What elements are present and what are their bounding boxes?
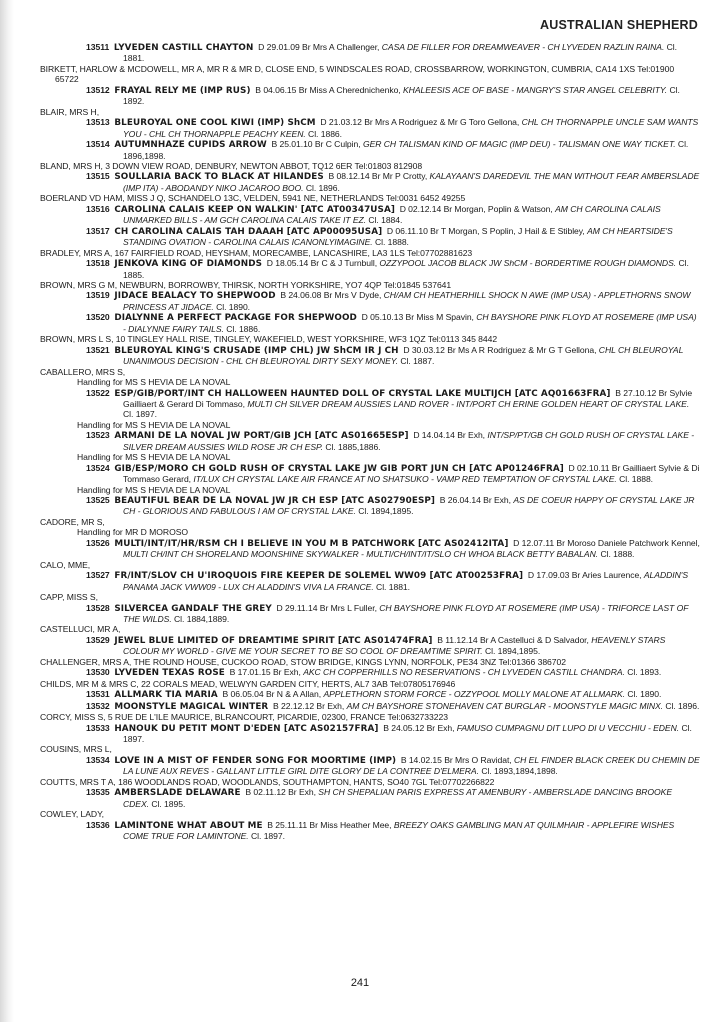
handler-note [40,452,700,462]
exhibit-entry [48,689,700,700]
dog-name: JEWEL BLUE LIMITED OF DREAMTIME SPIRIT [ATC AS01474FRA] [114,635,433,646]
dog-name: LYVEDEN CASTILL CHAYTON [113,43,254,53]
class-entries: Cl. 1897. [123,409,157,420]
exhibit-entry [48,430,700,452]
exhibit-number: 13511 [86,42,110,52]
pedigree: AM CH BAYSHORE STONEHAVEN CAT BURGLAR - MOONSTYLE MAGIC MINX. [346,700,663,711]
class-entries: Cl. 1893,1894,1898. [481,766,558,777]
dog-name: CH CAROLINA CALAIS TAH DAAAH [ATC AP00095USA] [114,226,383,237]
owner-entry [40,809,700,819]
pedigree: HEAVENLY STARS COLOUR MY WORLD - GIVE ME YOUR SECRET TO BE SO COOL OF DREAMTIME SPIRIT. [123,634,666,657]
dog-name: CAROLINA CALAIS KEEP ON WALKIN' [ATC AT00347USA] [114,204,395,215]
page-number: 241 [350,977,370,989]
exhibit-number: 13516 [86,203,110,214]
owner-entry [40,64,700,85]
exhibit-entry [48,345,700,367]
dog-name: JENKOVA KING OF DIAMONDS [114,259,263,270]
owner-entry [40,334,700,344]
handler-note [40,377,700,387]
dog-name: HANOUK DU PETIT MONT D'EDEN [ATC AS02157FRA] [114,723,379,734]
exhibit-entry [48,701,700,712]
breeding-details: D 02.10.11 Br Gailliaert Sylvie & Di Tommaso Gerard, [123,462,700,485]
pedigree: CASA DE FILLER FOR DREAMWEAVER - CH LYVEDEN RAZLIN RAINA. [381,42,665,52]
exhibit-number: 13529 [86,634,110,645]
exhibit-number: 13521 [86,344,110,355]
handler-text: Handling for MS S HEVIA DE LA NOVAL [77,419,231,430]
owner-entry [40,777,700,787]
dog-name: ARMANI DE LA NOVAL JW PORT/GIB JCH [ATC AS01665ESP] [114,431,409,442]
breeding-details: D 14.04.14 Br Exh, [413,430,486,441]
exhibit-number: 13519 [86,290,110,301]
exhibit-number: 13514 [86,139,110,150]
dog-name: LYVEDEN TEXAS ROSE [114,668,225,679]
dog-name: FR/INT/SLOV CH U'IROQUOIS FIRE KEEPER DE SOLEMEL WW09 [ATC AT00253FRA] [114,571,524,582]
owner-entry [40,367,700,377]
exhibit-entry [48,139,700,161]
handler-text: Handling for MS S HEVIA DE LA NOVAL [77,484,231,495]
breeding-details: B 02.11.12 Br Exh, [245,787,316,798]
exhibit-number: 13518 [86,258,110,269]
exhibit-entry [48,570,700,592]
owner-details: COUTTS, MRS T A, 186 WOODLANDS ROAD, WOODLANDS, SOUTHAMPTON, HANTS, SO40 7GL Tel:07702266822 [40,776,495,787]
class-entries: Cl. 1888. [600,549,635,560]
owner-entry [40,560,700,570]
breeding-details: B 26.04.14 Br Exh, [439,495,511,506]
breeding-details: D 21.03.12 Br Mrs A Rodriguez & Mr G Toro Gellona, [320,117,520,128]
pedigree: APPLETHORN STORM FORCE - OZZYPOOL MOLLY MALONE AT ALLMARK. [323,689,626,700]
exhibit-entry [48,226,700,248]
pedigree: SH CH SHEPALIAN PARIS EXPRESS AT AMENBURY - AMBERSLADE DANCING BROOKE CDEX. [123,787,673,809]
class-entries: Cl. 1897. [251,831,285,842]
page-header-breed: AUSTRALIAN SHEPHERD [540,18,698,32]
exhibit-entry [48,667,700,678]
owner-entry [40,517,700,527]
exhibit-entry [48,388,700,420]
dog-name: AUTUMNHAZE CUPIDS ARROW [114,140,267,151]
exhibit-entry [48,538,700,560]
owner-details: CHILDS, MR M & MRS C, 22 CORALS MEAD, WELWYN GARDEN CITY, HERTS, AL7 3AB Tel:07805176946 [40,678,456,689]
owner-details: BLAIR, MRS H, [40,106,100,117]
owner-details: CALO, MME, [40,559,91,570]
exhibit-entry [48,85,700,107]
class-entries: Cl. 1887. [400,356,435,367]
handler-note [40,420,700,430]
class-entries: Cl. 1884. [368,215,403,226]
class-entries: Cl. 1888. [619,474,654,485]
pedigree: CHL CH BLEUROYAL UNANIMOUS DECISION - CHL CH BLEUROYAL DIRTY SEXY MONEY. [123,344,684,367]
breeding-details: D 05.10.13 Br Miss M Spavin, [361,312,474,323]
handler-note [40,527,700,537]
pedigree: AM CH HEARTSIDE'S STANDING OVATION - CAROLINA CALAIS ICANONLYIMAGINE. [123,225,673,248]
breeding-details: D 29.01.09 Br Mrs A Challenger, [258,42,380,52]
breeding-details: B 08.12.14 Br Mr P Crotty, [328,171,428,182]
dog-name: SOULLARIA BACK TO BLACK AT HILANDES [114,172,324,183]
dog-name: BLEUROYAL ONE COOL KIWI (IMP) ShCM [114,118,316,129]
breeding-details: D 02.12.14 Br Morgan, Poplin & Watson, [399,203,553,214]
catalogue-listing [40,42,700,842]
owner-entry [40,592,700,602]
exhibit-number: 13525 [86,495,110,506]
class-entries: Cl. 1890. [627,689,662,700]
owner-details: CORCY, MISS S, 5 RUE DE L'ILE MAURICE, BLRANCOURT, PICARDIE, 02300, FRANCE Tel:0632733223 [40,712,448,723]
dog-name: MOONSTYLE MAGICAL WINTER [114,701,269,712]
binding-shadow [0,0,14,1022]
exhibit-entry [48,171,700,193]
owner-details: CASTELLUCI, MR A, [40,624,121,635]
breeding-details: B 11.12.14 Br A Castelluci & D Salvador, [437,634,589,645]
handler-text: Handling for MR D MOROSO [77,527,189,538]
pedigree: AM CH CAROLINA CALAIS UNMARKED BILLS - AM GCH CAROLINA CALAIS TAKE IT EZ. [123,203,661,226]
pedigree: CH EL FINDER BLACK CREEK DU CHEMIN DE LA LUNE AUX REVES - GALLANT LITTLE GIRL DITE GLORY DE LA CONTREE D'ELMERA. [123,754,700,777]
owner-entry [40,712,700,722]
owner-entry [40,679,700,689]
handler-text: Handling for MS S HEVIA DE LA NOVAL [77,452,231,463]
breeding-details: D 30.03.12 Br Ms A R Rodriguez & Mr G T Gellona, [403,344,597,355]
exhibit-entry [48,495,700,517]
breeding-details: B 14.02.15 Br Mrs O Ravidat, [400,754,512,765]
breeding-details: B 06.05.04 Br N & A Allan, [222,689,322,700]
exhibit-number: 13524 [86,462,110,473]
class-entries: Cl. 1896. [305,182,340,193]
breeding-details: B 17.01.15 Br Exh, [229,667,301,678]
pedigree: CH BAYSHORE PINK FLOYD AT ROSEMERE (IMP USA) - TRIFORCE LAST OF THE WILDS. [123,602,689,625]
pedigree: ALADDIN'S PANAMA JACK VWW09 - LUX CH ALADDIN'S VIVA LA FRANCE. [123,570,689,592]
pedigree: BREEZY OAKS GAMBLING MAN AT QUILMHAIR - APPLEFIRE WISHES COME TRUE FOR LAMINTONE. [123,819,675,842]
owner-details: BOERLAND VD HAM, MISS J Q, SCHANDELO 13C, VELDEN, 5941 NE, NETHERLANDS Tel:0031 6452 49255 [40,193,466,204]
exhibit-entry [48,820,700,842]
pedigree: MULTI CH/INT CH SHORELAND MOONSHINE SKYWALKER - MULTI/CH/INT/IT/SLO CH WHOA BLACK BETTY BABALAN. [123,549,599,560]
dog-name: SILVERCEA GANDALF THE GREY [114,603,272,614]
dog-name: JIDACE BEALACY TO SHEPWOOD [114,291,276,302]
dog-name: ALLMARK TIA MARIA [114,690,218,701]
pedigree: CHL CH THORNAPPLE UNCLE SAM WANTS YOU - CHL CH THORNAPPLE PEACHY KEEN. [123,117,699,139]
exhibit-entry [48,463,700,485]
pedigree: OZZYPOOL JACOB BLACK JW ShCM - BORDERTIME ROUGH DIAMONDS. [379,258,677,269]
dog-name: LAMINTONE WHAT ABOUT ME [114,820,263,831]
exhibit-entry [48,258,700,280]
pedigree: FAMUSO CUMPAGNU DIT LUPO DI U VECCHIU - EDEN. [456,722,680,733]
owner-details: COWLEY, LADY, [40,809,104,820]
breeding-details: D 12.07.11 Br Moroso Daniele Patchwork Kennel, [513,537,700,548]
dog-name: GIB/ESP/MORO CH GOLD RUSH OF CRYSTAL LAKE JW GIB PORT JUN CH [ATC AP01246FRA] [114,463,564,474]
exhibit-number: 13531 [86,689,110,700]
breeding-details: B 24.05.12 Br Exh, [383,722,455,733]
pedigree: CH/AM CH HEATHERHILL SHOCK N AWE (IMP USA) - APPLETHORNS SNOW PRINCESS AT JIDACE. [123,290,691,312]
dog-name: DIALYNNE A PERFECT PACKAGE FOR SHEPWOOD [114,313,357,324]
exhibit-number: 13526 [86,537,110,548]
pedigree: KHALEESIS ACE OF BASE - MANGRY'S STAR ANGEL CELEBRITY. [402,84,668,95]
class-entries: Cl. 1894,1895. [484,646,541,657]
breeding-details: B 24.06.08 Br Mrs V Dyde, [280,290,382,301]
owner-entry [40,248,700,258]
class-entries: Cl. 1886. [308,128,342,139]
breeding-details: D 17.09.03 Br Aries Laurence, [527,570,642,581]
owner-details: COUSINS, MRS L, [40,744,112,755]
exhibit-entry [48,755,700,777]
exhibit-number: 13528 [86,602,110,613]
exhibit-entry [48,603,700,625]
handler-text: Handling for MS S HEVIA DE LA NOVAL [77,377,231,388]
class-entries: Cl. 1888. [374,237,409,248]
class-entries: Cl. 1896,1898. [123,139,689,161]
exhibit-number: 13517 [86,225,110,236]
exhibit-entry [48,635,700,657]
owner-entry [40,107,700,117]
class-entries: Cl. 1881. [376,581,410,592]
dog-name: FRAYAL RELY ME (IMP RUS) [114,85,251,96]
exhibit-number: 13512 [86,84,110,95]
owner-details: CABALLERO, MRS S, [40,366,126,377]
owner-details: CAPP, MISS S, [40,592,98,603]
exhibit-number: 13535 [86,787,110,798]
class-entries: Cl. 1885. [123,258,689,280]
owner-details: BLAND, MRS H, 3 DOWN VIEW ROAD, DENBURY, NEWTON ABBOT, TQ12 6ER Tel:01803 812908 [40,160,423,171]
breeding-details: B 25.11.11 Br Miss Heather Mee, [267,819,392,830]
exhibit-number: 13527 [86,570,110,581]
exhibit-entry [48,204,700,226]
exhibit-entry [48,42,700,64]
exhibit-number: 13536 [86,819,110,830]
class-entries: Cl. 1881. [123,42,677,64]
class-entries: Cl. 1897. [123,722,692,744]
exhibit-number: 13532 [86,700,110,711]
handler-note [40,485,700,495]
dog-name: MULTI/INT/IT/HR/RSM CH I BELIEVE IN YOU M B PATCHWORK [ATC AS02412ITA] [114,538,509,549]
class-entries: Cl. 1886. [226,323,261,334]
owner-entry [40,744,700,754]
dog-name: ESP/GIB/PORT/INT CH HALLOWEEN HAUNTED DOLL OF CRYSTAL LAKE MULTIJCH [ATC AQ01663FRA] [114,388,611,399]
exhibit-number: 13530 [86,667,110,678]
breeding-details: B 04.06.15 Br Miss A Cherednichenko, [255,84,401,95]
owner-details: CADORE, MR S, [40,516,105,527]
class-entries: Cl. 1893. [627,667,662,678]
breeding-details: D 18.05.14 Br C & J Turnbull, [266,258,378,269]
dog-name: BLEUROYAL KING'S CRUSADE (IMP CHL) JW ShCM IR J CH [114,345,399,356]
pedigree: GER CH TALISMAN KIND OF MAGIC (IMP DEU) - TALISMAN ONE WAY TICKET. [362,139,676,150]
pedigree: KALAYAAN'S DAREDEVIL THE MAN WITHOUT FEAR AMBERSLADE (IMP ITA) - ABODANDY NIKO JACAROO BOO. [123,171,700,193]
dog-name: LOVE IN A MIST OF FENDER SONG FOR MOORTIME (IMP) [114,755,397,766]
class-entries: Cl. 1895. [151,798,186,809]
class-entries: Cl. 1890. [216,301,251,312]
breeding-details: B 22.12.12 Br Exh, [273,700,345,711]
owner-details: BROWN, MRS L S, 10 TINGLEY HALL RISE, TINGLEY, WAKEFIELD, WEST YORKSHIRE, WF3 1QZ Tel:0113 345 8442 [40,334,498,345]
owner-details: BRADLEY, MRS A, 167 FAIRFIELD ROAD, HEYSHAM, MORECAMBE, LANCASHIRE, LA3 1LS Tel:07702881623 [40,247,473,258]
class-entries: Cl. 1896. [665,700,700,711]
pedigree: CH BAYSHORE PINK FLOYD AT ROSEMERE (IMP USA) - DIALYNNE FAIRY TAILS. [123,312,697,334]
class-entries: Cl. 1892. [123,84,680,107]
dog-name: BEAUTIFUL BEAR DE LA NOVAL JW JR CH ESP [ATC AS02790ESP] [114,496,436,507]
pedigree: AS DE COEUR HAPPY OF CRYSTAL LAKE JR CH - GLORIOUS AND FABULOUS I AM OF CRYSTAL LAKE. [123,495,695,517]
breeding-details: D 06.11.10 Br T Morgan, S Poplin, J Hail & E Stibley, [386,225,585,236]
exhibit-entry [48,723,700,745]
exhibit-number: 13522 [86,387,110,398]
owner-entry [40,193,700,203]
breeding-details: B 25.01.10 Br C Culpin, [271,139,361,150]
owner-entry [40,657,700,667]
pedigree: INT/SP/PT/GB CH GOLD RUSH OF CRYSTAL LAKE - SILVER DREAM AUSSIES WILD ROSE JR CH ESP. [123,430,695,452]
pedigree: MULTI CH SILVER DREAM AUSSIES LAND ROVER - INT/PORT CH ERINE GOLDEN HEART OF CRYSTAL LAKE. [247,398,690,409]
pedigree: AKC CH COPPERHILLS NO RESERVATIONS - CH LYVEDEN CASTILL CHANDRA. [303,667,625,678]
owner-details: BROWN, MRS G M, NEWBURN, BORROWBY, THIRSK, NORTH YORKSHIRE, YO7 4QP Tel:01845 537641 [40,279,452,290]
breeding-details: D 29.11.14 Br Mrs L Fuller, [276,602,377,613]
exhibit-number: 13523 [86,430,110,441]
exhibit-entry [48,312,700,334]
owner-entry [40,280,700,290]
owner-entry [40,624,700,634]
exhibit-number: 13533 [86,722,110,733]
exhibit-number: 13513 [86,117,110,128]
exhibit-entry [48,117,700,139]
exhibit-number: 13515 [86,171,110,182]
owner-entry [40,161,700,171]
exhibit-number: 13520 [86,312,110,323]
exhibit-entry [48,787,700,809]
class-entries: Cl. 1884,1889. [174,614,230,625]
exhibit-number: 13534 [86,754,110,765]
exhibit-entry [48,290,700,312]
class-entries: Cl. 1885,1886. [325,441,381,452]
pedigree: IT/LUX CH CRYSTAL LAKE AIR FRANCE AT NO SHATSUKO - VAMP RED TEMPTATION OF CRYSTAL LAKE. [193,474,617,485]
dog-name: AMBERSLADE DELAWARE [114,788,241,799]
owner-details: CHALLENGER, MRS A, THE ROUND HOUSE, CUCKOO ROAD, STOW BRIDGE, KINGS LYNN, NORFOLK, PE34 3NZ Tel:01366 386702 [40,656,566,667]
breeding-details: B 27.10.12 Br Sylvie Gailliaert & Gerard Di Tommaso, [123,387,693,409]
class-entries: Cl. 1894,1895. [358,506,414,517]
owner-details: BIRKETT, HARLOW & MCDOWELL, MR A, MR R & MR D, CLOSE END, 5 WINDSCALES ROAD, CROSSBARROW, WORKINGTON, CUMBRIA, CA14 1XS Tel:01900 65722 [40,63,675,85]
